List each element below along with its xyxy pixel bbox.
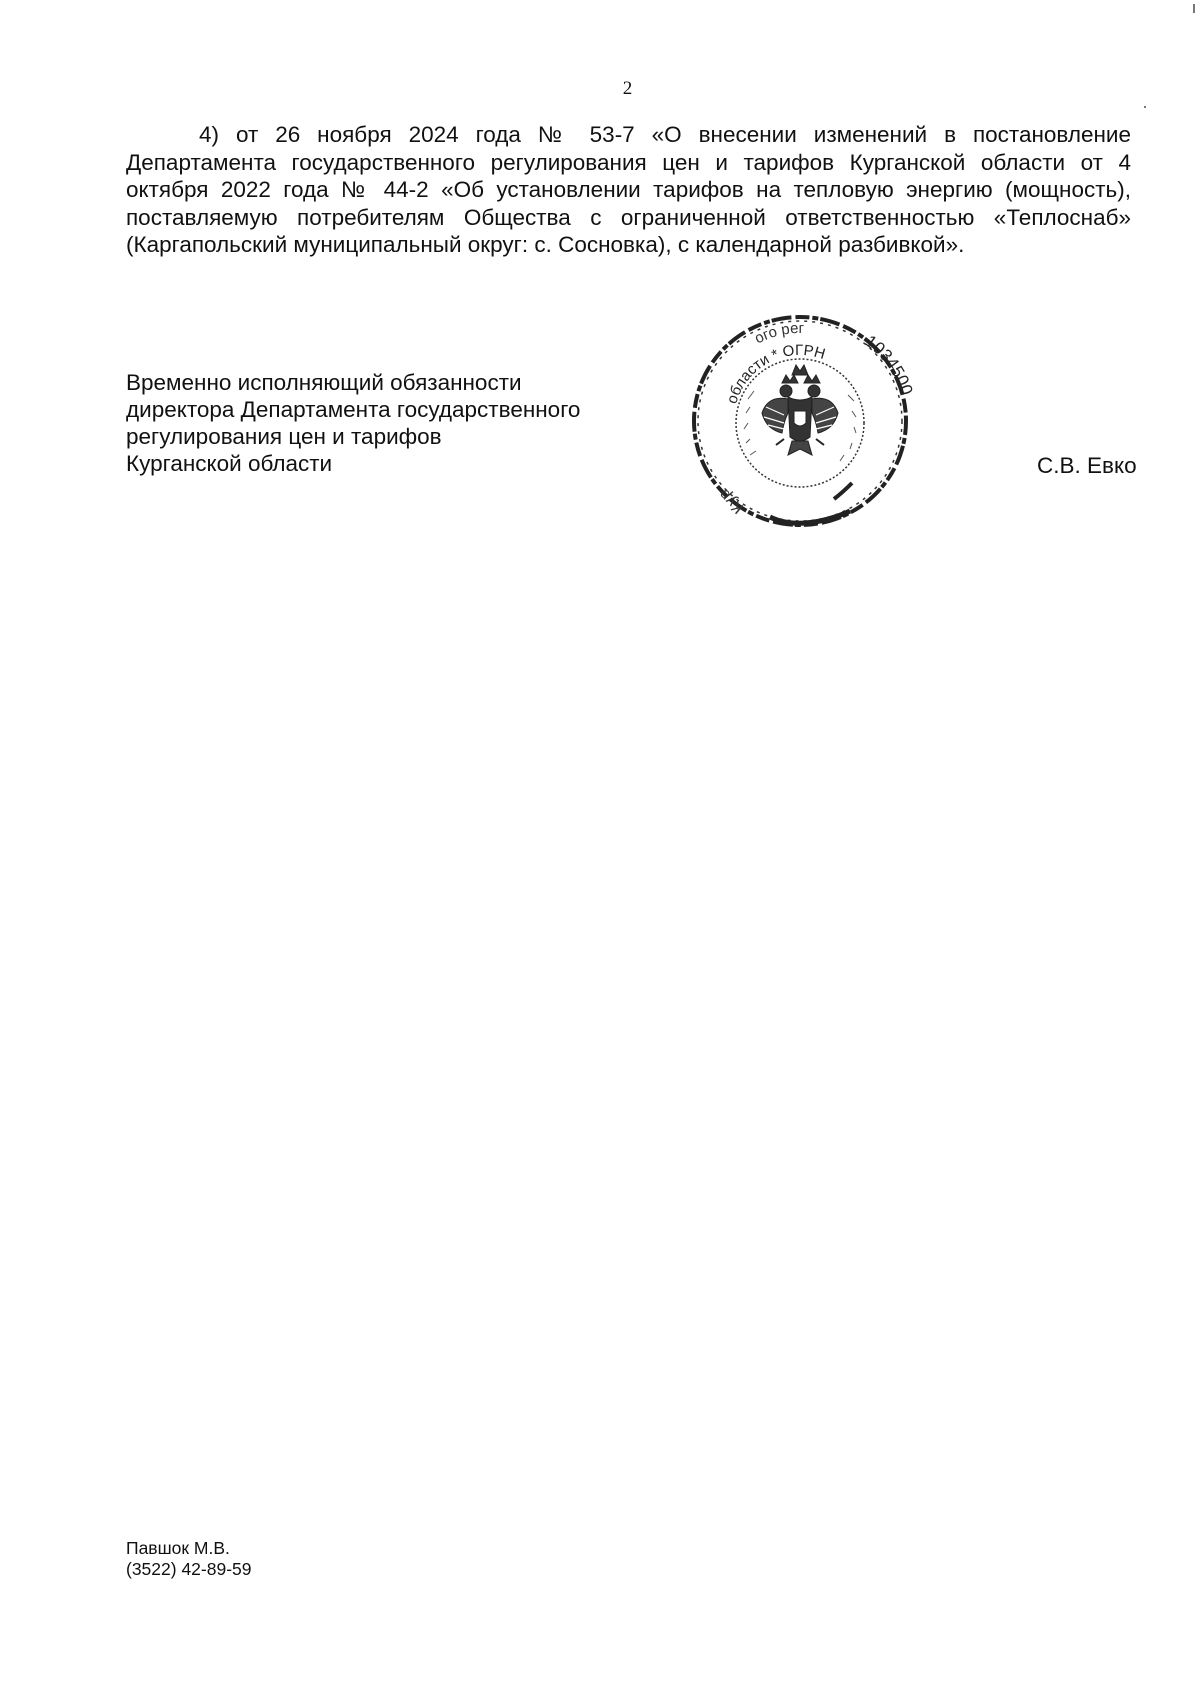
official-seal-stamp [684,303,916,539]
coat-of-arms-icon [762,365,838,455]
body-paragraph: 4) от 26 ноября 2024 года № 53-7 «О внесении изменений в постановление Департамента государственного регулирования цен и тарифов Курганской области от 4 октября 2022 года № 44-2 «Об установлении тарифов на тепловую энергию (мощность), поставляемую потребителям Общества с ограниченной ответственностью «Теплоснаб» (Каргапольский муниципальный округ: с. Сосновка), с календарной разбивкой». [126,122,1131,257]
scan-speck [1193,4,1195,13]
signer-name: С.В. Евко [1037,453,1137,478]
seal-ring-text-left: Кур [715,485,747,517]
scan-speck [1144,106,1146,108]
seal-ring-text-top: ого рег [751,319,805,348]
position-line: директора Департамента государственного [126,397,581,422]
contact-name: Павшок М.В. [126,1538,230,1558]
position-line: Временно исполняющий обязанности [126,370,522,395]
position-line: Курганской области [126,451,333,476]
seal-ring-text-right: 1034500 [861,331,916,398]
position-line: регулирования цен и тарифов [126,424,442,449]
contact-block [126,1538,252,1580]
contact-phone: (3522) 42-89-59 [126,1559,252,1579]
page-number: 2 [622,78,633,99]
signatory-position [126,369,646,477]
seal-ring-text-inner: области * ОГРН [723,341,828,406]
